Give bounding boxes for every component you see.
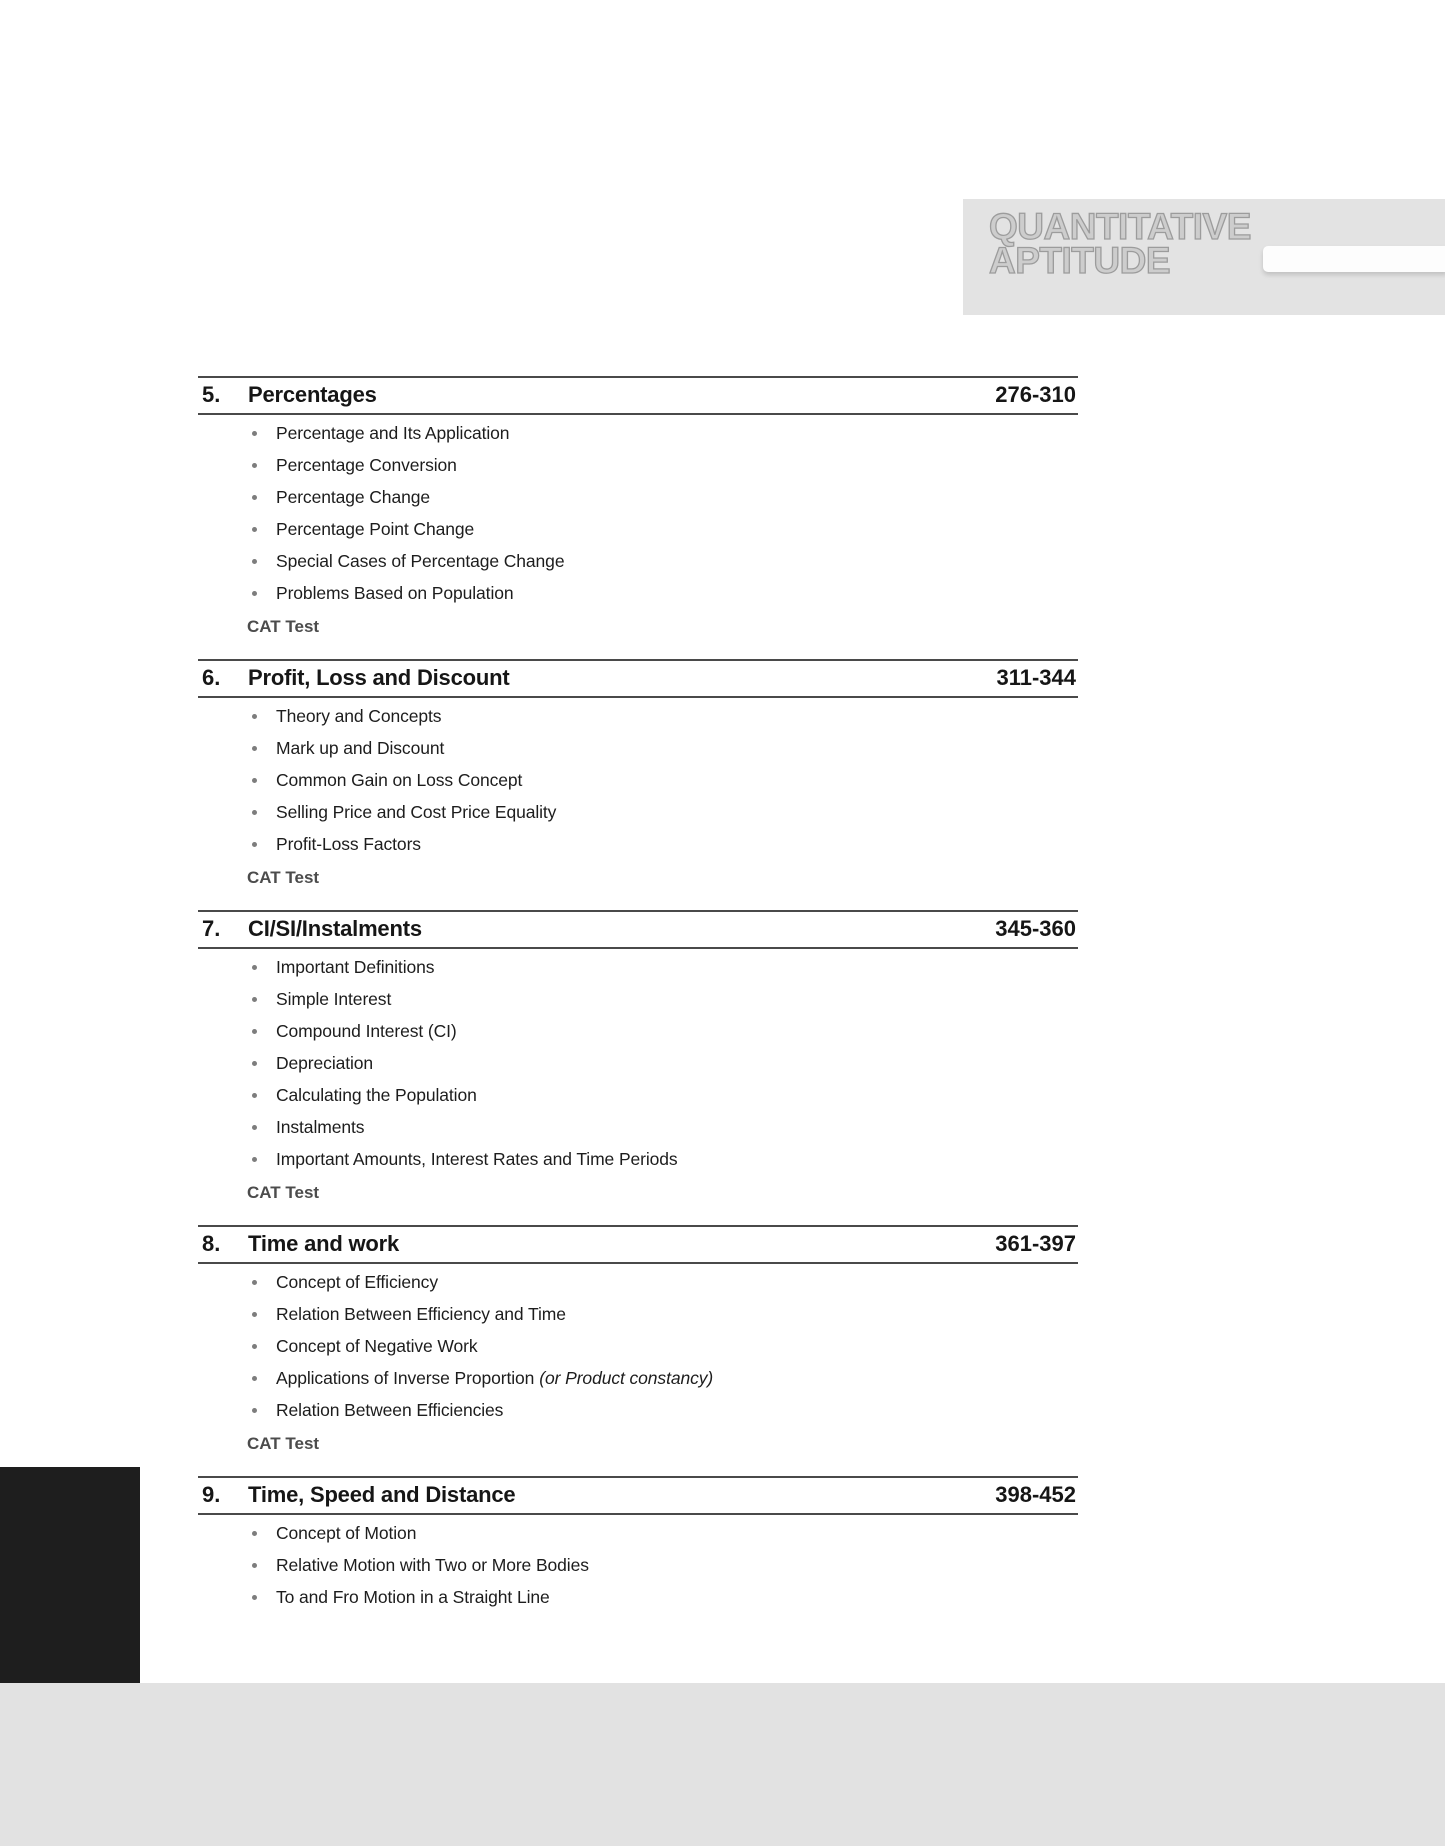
- section-number: 5.: [202, 382, 221, 407]
- topic-item: [252, 1581, 1078, 1613]
- section-topic-list: [198, 700, 1078, 860]
- book-title-line2: APTITUDE: [989, 240, 1170, 281]
- section-topic-list: [198, 1266, 1078, 1426]
- section-header: [198, 1225, 1078, 1264]
- topic-label: Mark up and Discount: [276, 738, 445, 758]
- header-white-strip: [1263, 246, 1445, 272]
- topic-label: Relation Between Efficiency and Time: [276, 1304, 566, 1324]
- book-title: [989, 206, 1251, 281]
- toc-section: [198, 1476, 1078, 1613]
- topic-item: [252, 1394, 1078, 1426]
- bullet-icon: [252, 1093, 257, 1098]
- topic-item: [252, 1266, 1078, 1298]
- topic-item: [252, 796, 1078, 828]
- topic-label: Problems Based on Population: [276, 583, 514, 603]
- topic-label: Depreciation: [276, 1053, 374, 1073]
- section-topic-list: [198, 951, 1078, 1175]
- section-title: Time, Speed and Distance: [248, 1482, 516, 1507]
- topic-item: [252, 828, 1078, 860]
- topic-label: Theory and Concepts: [276, 706, 442, 726]
- section-title: Time and work: [248, 1231, 400, 1256]
- bullet-icon: [252, 1408, 257, 1413]
- book-title-line1: QUANTITATIVE: [989, 206, 1251, 247]
- topic-item: [252, 1015, 1078, 1047]
- bullet-icon: [252, 1312, 257, 1317]
- bullet-icon: [252, 1029, 257, 1034]
- bullet-icon: [252, 1531, 257, 1536]
- topic-label: Concept of Negative Work: [276, 1336, 478, 1356]
- bullet-icon: [252, 591, 257, 596]
- bullet-icon: [252, 559, 257, 564]
- topic-label: Profit-Loss Factors: [276, 834, 421, 854]
- topic-label: Percentage Change: [276, 487, 430, 507]
- bullet-icon: [252, 810, 257, 815]
- section-heading: [202, 1231, 399, 1257]
- topic-label: Special Cases of Percentage Change: [276, 551, 565, 571]
- topic-label: Concept of Motion: [276, 1523, 417, 1543]
- section-header: [198, 1476, 1078, 1515]
- section-header: [198, 910, 1078, 949]
- cat-test-label: CAT Test: [247, 1434, 320, 1453]
- topic-label: Simple Interest: [276, 989, 392, 1009]
- topic-item: [252, 983, 1078, 1015]
- cat-test-label: CAT Test: [247, 868, 320, 887]
- header-banner: [963, 199, 1445, 315]
- section-topic-list: [198, 417, 1078, 609]
- bullet-icon: [252, 965, 257, 970]
- topic-item: [252, 481, 1078, 513]
- section-title: CI/SI/Instalments: [248, 916, 422, 941]
- topic-label: Percentage Point Change: [276, 519, 475, 539]
- topic-item: [252, 417, 1078, 449]
- section-page-range: 311-344: [996, 665, 1076, 690]
- topic-item: [252, 732, 1078, 764]
- topic-item: [252, 764, 1078, 796]
- topic-item: [252, 577, 1078, 609]
- bullet-icon: [252, 1563, 257, 1568]
- section-page-range: 361-397: [995, 1231, 1076, 1256]
- section-heading: [202, 1482, 515, 1508]
- topic-item: [252, 1111, 1078, 1143]
- section-title: Profit, Loss and Discount: [248, 665, 510, 690]
- topic-label: Relation Between Efficiencies: [276, 1400, 504, 1420]
- section-title: Percentages: [248, 382, 377, 407]
- bullet-icon: [252, 997, 257, 1002]
- bullet-icon: [252, 1157, 257, 1162]
- section-page-range: 276-310: [995, 382, 1076, 407]
- topic-item: [252, 1330, 1078, 1362]
- bullet-icon: [252, 527, 257, 532]
- bullet-icon: [252, 1376, 257, 1381]
- toc-section: [198, 376, 1078, 643]
- topic-note-italic: (or Product constancy): [539, 1368, 714, 1388]
- topic-item: [252, 1079, 1078, 1111]
- toc-section: [198, 659, 1078, 894]
- topic-item: [252, 1047, 1078, 1079]
- topic-item: [252, 1362, 1078, 1394]
- spine-black-block: [0, 1467, 140, 1683]
- topic-label: Applications of Inverse Proportion: [276, 1368, 535, 1388]
- topic-item: [252, 1517, 1078, 1549]
- bullet-icon: [252, 431, 257, 436]
- topic-item: [252, 1143, 1078, 1175]
- topic-label: Common Gain on Loss Concept: [276, 770, 523, 790]
- toc: [198, 376, 1078, 1629]
- topic-label: Concept of Efficiency: [276, 1272, 438, 1292]
- topic-item: [252, 449, 1078, 481]
- topic-label: Important Amounts, Interest Rates and Time Periods: [276, 1149, 678, 1169]
- topic-item: [252, 513, 1078, 545]
- bullet-icon: [252, 1280, 257, 1285]
- topic-item: [252, 1549, 1078, 1581]
- toc-section: [198, 1225, 1078, 1460]
- bullet-icon: [252, 842, 257, 847]
- topic-item: [252, 1298, 1078, 1330]
- topic-label: Selling Price and Cost Price Equality: [276, 802, 557, 822]
- bullet-icon: [252, 463, 257, 468]
- section-page-range: 345-360: [995, 916, 1076, 941]
- section-heading: [202, 916, 422, 942]
- section-header: [198, 659, 1078, 698]
- toc-section: [198, 910, 1078, 1209]
- section-heading: [202, 665, 509, 691]
- topic-label: Calculating the Population: [276, 1085, 477, 1105]
- bullet-icon: [252, 746, 257, 751]
- bullet-icon: [252, 778, 257, 783]
- bullet-icon: [252, 1125, 257, 1130]
- bullet-icon: [252, 714, 257, 719]
- bullet-icon: [252, 495, 257, 500]
- bullet-icon: [252, 1595, 257, 1600]
- section-number: 9.: [202, 1482, 221, 1507]
- section-number: 7.: [202, 916, 221, 941]
- section-heading: [202, 382, 377, 408]
- section-number: 6.: [202, 665, 221, 690]
- topic-label: Important Definitions: [276, 957, 435, 977]
- section-number: 8.: [202, 1231, 221, 1256]
- bullet-icon: [252, 1061, 257, 1066]
- topic-label: Relative Motion with Two or More Bodies: [276, 1555, 589, 1575]
- section-page-range: 398-452: [995, 1482, 1076, 1507]
- topic-item: [252, 700, 1078, 732]
- topic-item: [252, 545, 1078, 577]
- topic-label: Instalments: [276, 1117, 365, 1137]
- section-topic-list: [198, 1517, 1078, 1613]
- cat-test-label: CAT Test: [247, 1183, 320, 1202]
- topic-item: [252, 951, 1078, 983]
- footer-gray-bar: [0, 1683, 1445, 1846]
- topic-label: To and Fro Motion in a Straight Line: [276, 1587, 550, 1607]
- section-header: [198, 376, 1078, 415]
- bullet-icon: [252, 1344, 257, 1349]
- cat-test-label: CAT Test: [247, 617, 320, 636]
- topic-label: Percentage Conversion: [276, 455, 457, 475]
- topic-label: Compound Interest (CI): [276, 1021, 457, 1041]
- topic-label: Percentage and Its Application: [276, 423, 510, 443]
